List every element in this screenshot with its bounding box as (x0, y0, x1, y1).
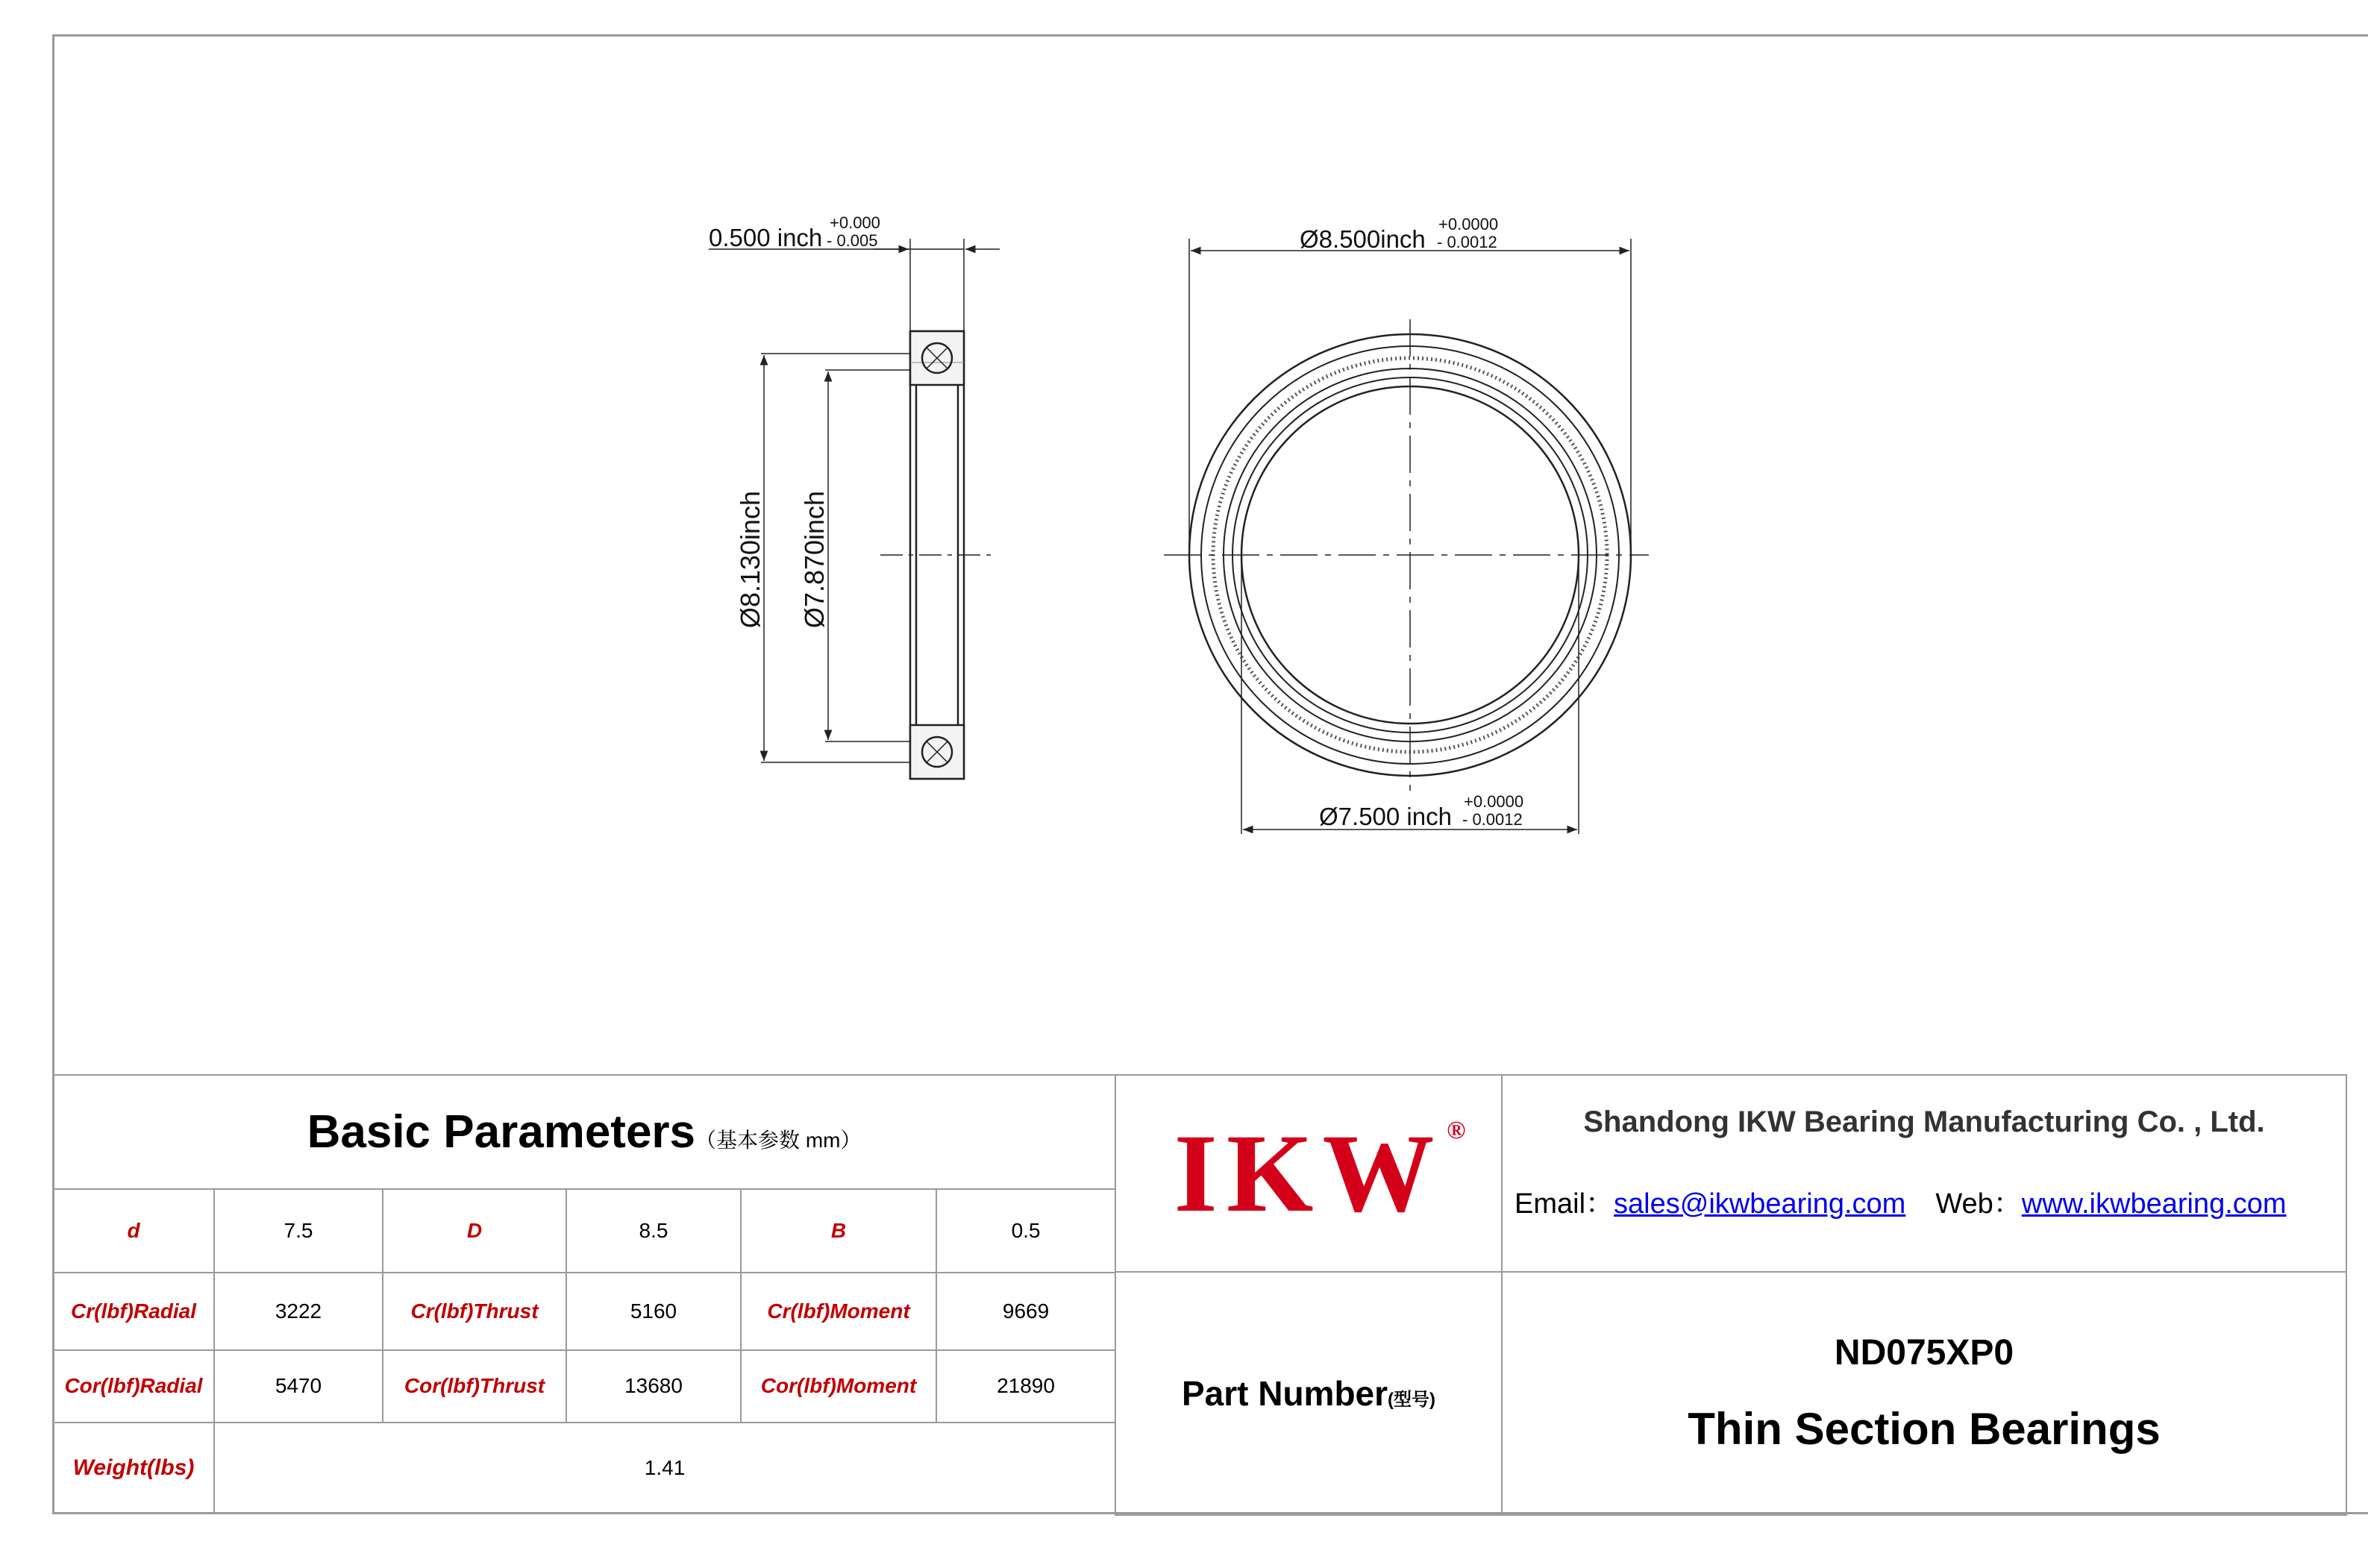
outer-dia-label: Ø8.500inch (1300, 225, 1426, 253)
part-type: Thin Section Bearings (1688, 1404, 2161, 1454)
weight-label: Weight(lbs) (53, 1423, 214, 1514)
width-tol-lower: - 0.005 (827, 231, 878, 250)
part-number: ND075XP0 (1834, 1333, 2014, 1373)
email-link[interactable]: sales@ikwbearing.com (1614, 1188, 1906, 1220)
outer-tol-lower: - 0.0012 (1437, 233, 1497, 251)
table-row (53, 1350, 1115, 1422)
cor-radial-value: 5470 (214, 1350, 383, 1422)
outer-race-dia-label: Ø8.130inch (735, 490, 765, 629)
cor-moment-label: Cor(lbf)Moment (741, 1350, 936, 1422)
D-value: 8.5 (566, 1189, 741, 1273)
d-label: d (53, 1189, 214, 1273)
company-cell (1502, 1075, 2346, 1272)
cr-radial-label: Cr(lbf)Radial (53, 1273, 214, 1350)
logo-cell (1115, 1075, 1502, 1272)
weight-value: 1.41 (214, 1423, 1115, 1514)
part-number-label-sub: (型号) (1388, 1390, 1436, 1410)
D-label: D (383, 1189, 566, 1273)
front-view (1164, 239, 1649, 834)
table-row (53, 1273, 1115, 1350)
web-label: Web： (1935, 1188, 2022, 1220)
email-label: Email： (1515, 1188, 1614, 1220)
params-title-cell (53, 1075, 1115, 1189)
table-row (53, 1189, 1115, 1273)
cr-radial-value: 3222 (214, 1273, 383, 1350)
width-tol-upper: +0.000 (830, 213, 880, 232)
cor-radial-label: Cor(lbf)Radial (53, 1350, 214, 1422)
part-number-label-cell (1115, 1272, 1502, 1515)
inner-race-dia-label: Ø7.870inch (799, 490, 830, 629)
part-info-cell (1502, 1272, 2346, 1515)
cor-thrust-value: 13680 (566, 1350, 741, 1422)
cr-moment-label: Cr(lbf)Moment (741, 1273, 936, 1350)
registered-mark: ® (1447, 1117, 1466, 1144)
part-number-label: Part Number (1181, 1374, 1388, 1413)
d-value: 7.5 (214, 1189, 383, 1273)
params-title: Basic Parameters (307, 1106, 696, 1158)
table-row (53, 1423, 1115, 1514)
cr-moment-value: 9669 (936, 1273, 1115, 1350)
web-link[interactable]: www.ikwbearing.com (2021, 1188, 2287, 1220)
title-block (1115, 1074, 2347, 1516)
company-name: Shandong IKW Bearing Manufacturing Co. , Ltd. (1583, 1106, 2265, 1138)
inner-tol-lower: - 0.0012 (1462, 810, 1523, 829)
inner-tol-upper: +0.0000 (1464, 792, 1524, 811)
params-title-sub: （基本参数 mm） (695, 1128, 862, 1152)
cr-thrust-label: Cr(lbf)Thrust (383, 1273, 566, 1350)
cor-moment-value: 21890 (936, 1350, 1115, 1422)
cr-thrust-value: 5160 (566, 1273, 741, 1350)
B-value: 0.5 (936, 1189, 1115, 1273)
width-label: 0.500 inch (709, 224, 823, 251)
ikw-logo: IKW ® (1174, 1111, 1466, 1235)
contact-line (1515, 1180, 2287, 1221)
outer-tol-upper: +0.0000 (1438, 215, 1499, 233)
inner-dia-label: Ø7.500 inch (1319, 803, 1452, 830)
basic-parameters-table (52, 1074, 1116, 1514)
B-label: B (741, 1189, 936, 1273)
cor-thrust-label: Cor(lbf)Thrust (383, 1350, 566, 1422)
